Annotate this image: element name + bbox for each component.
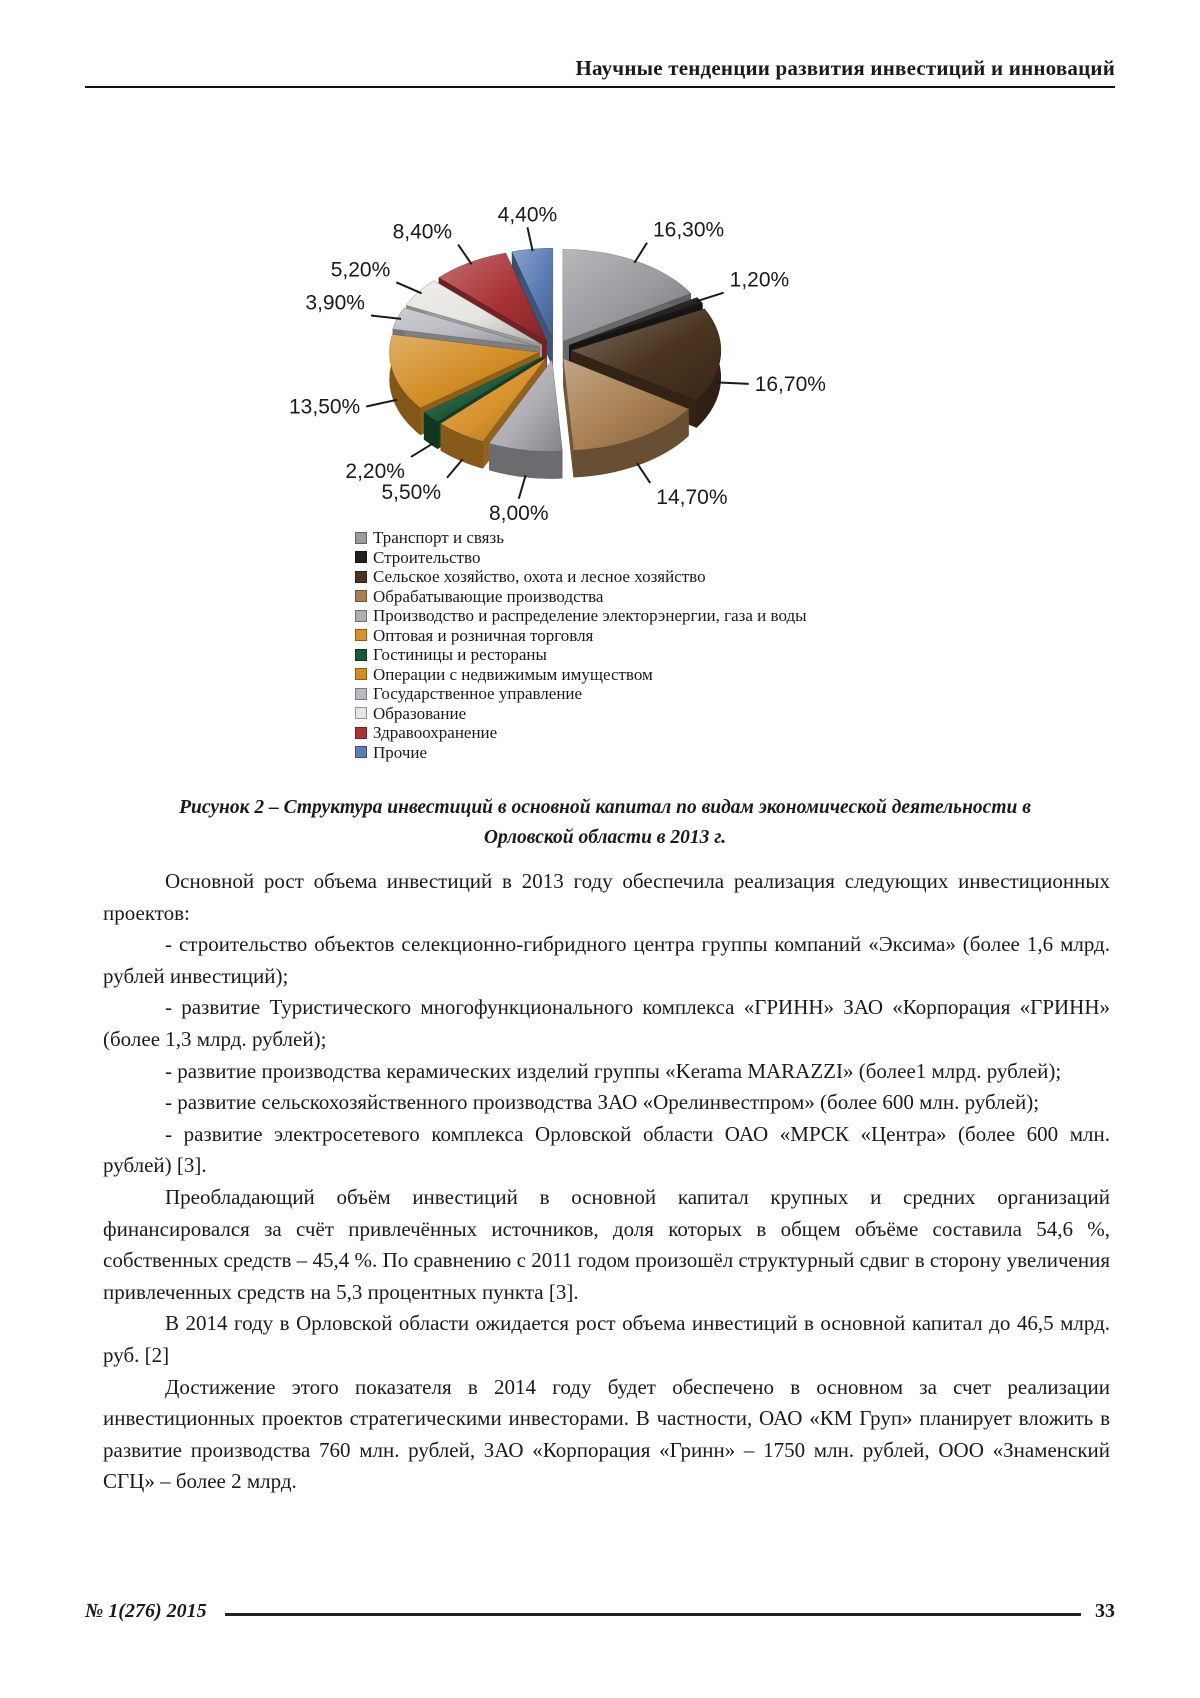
pie-label: 4,40% — [497, 203, 558, 227]
pie-label: 14,70% — [656, 486, 728, 510]
legend-item — [355, 684, 807, 704]
legend-label: Государственное управление — [373, 684, 583, 703]
legend-label: Прочие — [373, 742, 428, 762]
legend-swatch — [355, 551, 367, 563]
legend-item — [355, 606, 807, 626]
pie-label: 16,30% — [652, 218, 725, 242]
legend-item — [355, 528, 807, 548]
paragraph: Преобладающий объём инвестиций в основной капитал крупных и средних организаций финансировался за счёт привлечённых источников, доля которых в общем объёме составила 54,6 %, собственных средств – 45,4 %. По сравнению с 2011 годом произошёл структурный сдвиг в сторону увеличения привлеченных средств на 5,3 процентных пункта [3]. — [103, 1184, 1110, 1304]
paragraph: Достижение этого показателя в 2014 году будет обеспечено в основном за счет реализации инвестиционных проектов стратегическими инвесторами. В частности, ОАО «КМ Груп» планирует вложить в развитие производства 760 млн. рублей, ЗАО «Корпорация «Гринн» – 1750 млн. рублей, ООО «Знаменский СГЦ» – более 2 млрд. — [103, 1374, 1110, 1494]
legend-label: Образование — [373, 703, 467, 723]
paragraph: Основной рост объема инвестиций в 2013 году обеспечила реализация следующих инвестиционных проектов: — [103, 869, 1110, 925]
figure-caption-text: Рисунок 2 – Структура инвестиций в основной капитал по видам экономической деятельности в Орловской области в 2013 г. — [179, 797, 1031, 848]
legend-label: Сельское хозяйство, охота и лесное хозяйство — [373, 567, 706, 586]
legend-swatch — [355, 532, 367, 544]
page-footer — [85, 1600, 1115, 1623]
legend-label: Оптовая и розничная торговля — [373, 625, 594, 645]
pie-label: 8,00% — [488, 501, 549, 525]
pie-chart — [230, 128, 890, 543]
legend-swatch — [355, 707, 367, 719]
running-head — [85, 56, 1115, 88]
legend-swatch — [355, 629, 367, 641]
footer-rule — [225, 1613, 1081, 1616]
legend-item — [355, 704, 807, 724]
footer-issue: № 1(276) 2015 — [85, 1600, 207, 1622]
footer-page-number: 33 — [1095, 1600, 1115, 1622]
legend-label: Гостиницы и рестораны — [373, 645, 547, 664]
legend-swatch — [355, 649, 367, 661]
pie-label: 2,20% — [345, 459, 405, 483]
pie-label: 3,90% — [305, 291, 365, 315]
figure-caption — [100, 793, 1110, 853]
legend-swatch — [355, 727, 367, 739]
pie-label: 1,20% — [729, 268, 790, 292]
legend-swatch — [355, 746, 367, 758]
paragraph: - развитие производства керамических изделий группы «Kerama MARAZZI» (более1 млрд. рублей); — [165, 1058, 1062, 1083]
body-text — [103, 866, 1110, 1498]
legend-label: Транспорт и связь — [373, 528, 504, 547]
pie-label: 13,50% — [289, 395, 361, 419]
legend-label: Операции с недвижимым имуществом — [373, 664, 653, 684]
legend-item — [355, 567, 807, 587]
legend-swatch — [355, 668, 367, 680]
legend-item — [355, 743, 807, 763]
legend-item — [355, 665, 807, 685]
chart-legend — [355, 528, 807, 762]
legend-swatch — [355, 688, 367, 700]
legend-item — [355, 645, 807, 665]
paragraph: - развитие электросетевого комплекса Орловской области ОАО «МРСК «Центра» (более 600 млн. рублей) [3]. — [103, 1121, 1110, 1178]
paragraph: - строительство объектов селекционно-гибридного центра группы компаний «Эксима» (более 1,6 млрд. рублей инвестиций); — [103, 932, 1110, 988]
legend-label: Обрабатывающие производства — [373, 586, 604, 606]
paragraph: В 2014 году в Орловской области ожидается рост объема инвестиций в основной капитал до 46,5 млрд. руб. [2] — [103, 1311, 1110, 1367]
legend-label: Строительство — [373, 547, 481, 567]
legend-swatch — [355, 610, 367, 622]
paragraph: - развитие Туристического многофункционального комплекса «ГРИНН» ЗАО «Корпорация «ГРИНН» (более 1,3 млрд. рублей); — [103, 995, 1110, 1051]
pie-label: 5,50% — [381, 480, 442, 504]
legend-item — [355, 587, 807, 607]
pie-label: 5,20% — [330, 258, 391, 282]
legend-swatch — [355, 571, 367, 583]
legend-swatch — [355, 590, 367, 602]
pie-label: 8,40% — [392, 220, 453, 244]
legend-item — [355, 548, 807, 568]
paragraph: - развитие сельскохозяйственного производства ЗАО «Орелинвестпром» (более 600 млн. рублей); — [165, 1090, 1040, 1115]
legend-item — [355, 723, 807, 743]
legend-label: Здравоохранение — [373, 723, 498, 742]
legend-item — [355, 626, 807, 646]
running-head-title: Научные тенденции развития инвестиций и инноваций — [575, 56, 1115, 80]
legend-label: Производство и распределение электорэнергии, газа и воды — [373, 606, 807, 625]
pie-label: 16,70% — [754, 372, 826, 396]
